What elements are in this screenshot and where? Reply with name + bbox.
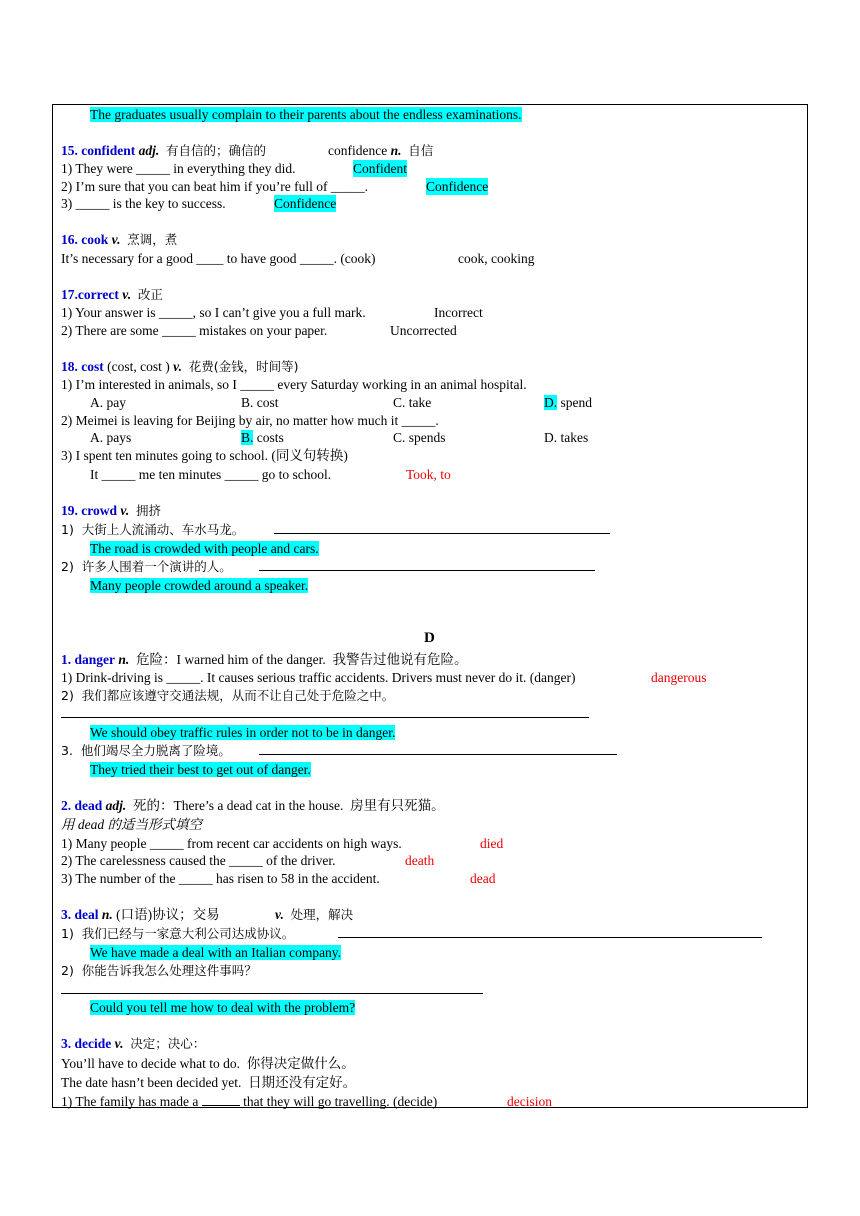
answer-blank-line bbox=[61, 705, 589, 722]
answer: Confident bbox=[353, 161, 407, 176]
question-line: 1) Your answer is _____, so I can’t give you a full mark. Incorrect bbox=[61, 305, 483, 320]
answer-line: Many people crowded around a speaker. bbox=[90, 578, 309, 593]
answer: Uncorrected bbox=[390, 323, 457, 338]
question-line: 2) The carelessness caused the _____ of the driver. death bbox=[61, 853, 435, 868]
instruction: 用 dead 的适当形式填空 bbox=[61, 817, 202, 832]
example-line: You’ll have to decide what to do. 你得决定做什么。 bbox=[61, 1056, 355, 1071]
section-heading: D bbox=[424, 630, 435, 646]
answer: Incorrect bbox=[434, 305, 483, 320]
question-line: 3. 他们竭尽全力脱离了险境。 bbox=[61, 742, 231, 759]
question-line: 2) I’m sure that you can beat him if you’re full of _____. Confidence bbox=[61, 179, 489, 194]
question-line: 2) 许多人围着一个演讲的人。 bbox=[61, 558, 232, 575]
question-line: It _____ me ten minutes _____ go to school. Took, to bbox=[90, 467, 451, 482]
entry-cook-heading: 16. cook v. 烹调，煮 bbox=[61, 232, 178, 247]
answer: Confidence bbox=[274, 196, 337, 211]
question-line: 1) Many people _____ from recent car accidents on high ways. died bbox=[61, 836, 504, 851]
entry-crowd-heading: 19. crowd v. 拥挤 bbox=[61, 503, 162, 518]
answer-line: They tried their best to get out of danger. bbox=[90, 762, 311, 777]
answer-blank bbox=[259, 742, 617, 755]
question-line: 1) 大街上人流涌动、车水马龙。 bbox=[61, 521, 244, 538]
answer-line: Could you tell me how to deal with the problem? bbox=[90, 1000, 356, 1015]
question-line: 2) Meimei is leaving for Beijing by air, no matter how much it _____. bbox=[61, 413, 439, 428]
answer-blank-line bbox=[61, 981, 483, 998]
question-line: 3) _____ is the key to success. Confidence bbox=[61, 196, 337, 211]
option-answer: D. spend bbox=[544, 395, 592, 410]
entry-deal-heading: 3. deal n. (口语)协议；交易 v. 处理，解决 bbox=[61, 907, 354, 922]
answer: dead bbox=[470, 871, 496, 886]
example-sentence: The graduates usually complain to their parents about the endless examinations. bbox=[90, 107, 522, 122]
option: C. take bbox=[393, 395, 432, 410]
question-line: 1) The family has made a that they will go travelling. (decide) decision bbox=[61, 1094, 552, 1109]
options-row bbox=[90, 394, 592, 411]
question-line: 1) They were _____ in everything they did. Confident bbox=[61, 161, 407, 176]
question-line: 2) 我们都应该遵守交通法规，从而不让自己处于危险之中。 bbox=[61, 688, 395, 703]
question-line: 2) 你能告诉我怎么处理这件事吗？ bbox=[61, 963, 257, 978]
answer: dangerous bbox=[651, 670, 707, 685]
question-line: 1) 我们已经与一家意大利公司达成协议。 bbox=[61, 925, 294, 942]
answer-blank bbox=[259, 558, 595, 571]
entry-danger-heading: 1. danger n. 危险：I warned him of the danger. 我警告过他说有危险。 bbox=[61, 652, 468, 667]
option: A. pays bbox=[90, 430, 132, 445]
answer-blank bbox=[61, 705, 589, 718]
entry-correct-heading: 17.correct v. 改正 bbox=[61, 287, 163, 302]
question-line: 1) I’m interested in animals, so I _____ every Saturday working in an animal hospital. bbox=[61, 377, 527, 392]
question-line: 2) There are some _____ mistakes on your paper. Uncorrected bbox=[61, 323, 457, 338]
answer: died bbox=[480, 836, 504, 851]
entry-confident-heading: 15. confident adj. 有自信的；确信的 confidence n. 自信 bbox=[61, 143, 434, 158]
example-line: The date hasn’t been decided yet. 日期还没有定好。 bbox=[61, 1075, 357, 1090]
answer-blank bbox=[202, 1093, 240, 1106]
answer-line: The road is crowded with people and cars. bbox=[90, 541, 319, 556]
answer-blank bbox=[338, 925, 762, 938]
answer: decision bbox=[507, 1094, 552, 1109]
options-row bbox=[90, 429, 589, 446]
option-answer: B. costs bbox=[241, 430, 284, 445]
option: A. pay bbox=[90, 395, 126, 410]
answer: death bbox=[405, 853, 435, 868]
answer: cook, cooking bbox=[458, 251, 535, 266]
question-line: It’s necessary for a good ____ to have good _____. (cook) cook, cooking bbox=[61, 251, 535, 266]
answer-line: We should obey traffic rules in order not to be in danger. bbox=[90, 725, 396, 740]
option: B. cost bbox=[241, 395, 279, 410]
option: C. spends bbox=[393, 430, 446, 445]
answer-line: We have made a deal with an Italian company. bbox=[90, 945, 342, 960]
answer-blank bbox=[61, 981, 483, 994]
question-line: 1) Drink-driving is _____. It causes serious traffic accidents. Drivers must never do it. (danger) dangerous bbox=[61, 670, 707, 685]
question-line: 3) The number of the _____ has risen to 58 in the accident. dead bbox=[61, 871, 496, 886]
option: D. takes bbox=[544, 430, 589, 445]
entry-decide-heading: 3. decide v. 决定；决心： bbox=[61, 1036, 206, 1051]
entry-cost-heading: 18. cost (cost, cost ) v. 花费(金钱，时间等) bbox=[61, 359, 299, 374]
question-line: 3) I spent ten minutes going to school. (同义句转换) bbox=[61, 448, 348, 463]
answer-blank bbox=[274, 521, 610, 534]
answer: Confidence bbox=[426, 179, 489, 194]
entry-dead-heading: 2. dead adj. 死的：There’s a dead cat in the house. 房里有只死猫。 bbox=[61, 798, 445, 813]
answer: Took, to bbox=[406, 467, 451, 482]
